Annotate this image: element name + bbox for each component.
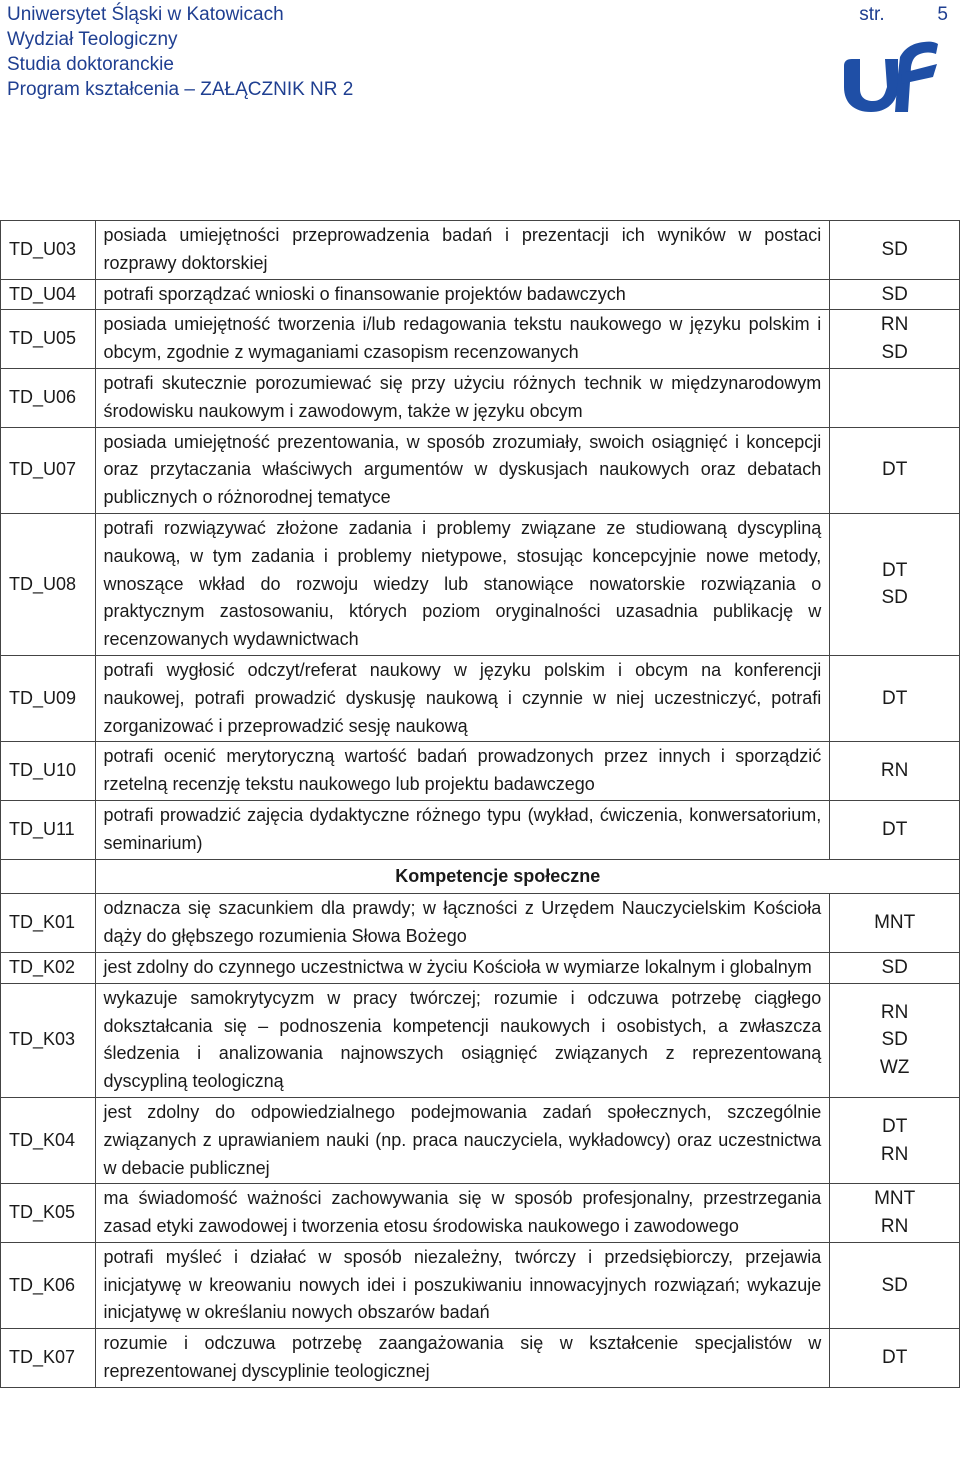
section-header-row-group (1, 859, 960, 894)
logo-letter-u (844, 59, 898, 112)
section-header-row (1, 859, 960, 894)
verification-method: RN (880, 1001, 909, 1023)
outcome-code: TD_U06 (1, 368, 96, 427)
faculty-name: Wydział Teologiczny (7, 29, 178, 50)
verification-methods (830, 983, 960, 1097)
outcome-description: posiada umiejętność prezentowania, w sposób zrozumiały, swoich osiągnięć i koncepcji oraz przytaczania właściwych argumentów w dyskusjach naukowych oraz debatach publicznych o różnorodnej tematyce (96, 427, 830, 513)
university-name: Uniwersytet Śląski w Katowicach (7, 4, 284, 25)
page-header (7, 2, 950, 114)
verification-method: SD (881, 342, 908, 364)
verification-methods (830, 800, 960, 859)
verification-method: SD (881, 587, 908, 609)
outcome-description: wykazuje samokrytycyzm w pracy twórczej; rozumie i odczuwa potrzebę ciągłego dokształcania się – podnoszenia kompetencji naukowych i osobistych, a zwłaszcza śledzenia i analizowania najnowszych osiągnięć związanych z reprezentowaną dyscypliną teologiczną (96, 983, 830, 1097)
learning-outcomes-table (0, 220, 960, 1388)
table-row (1, 221, 960, 280)
social-competence-rows (1, 894, 960, 1388)
outcome-code: TD_K06 (1, 1242, 96, 1328)
table-row (1, 1329, 960, 1388)
verification-method: DT (881, 459, 908, 481)
program-title: Program kształcenia – ZAŁĄCZNIK NR 2 (7, 79, 354, 100)
verification-methods (830, 427, 960, 513)
outcome-description: ma świadomość ważności zachowywania się w sposób profesjonalny, przestrzegania zasad etyki zawodowej i tworzenia etosu środowiska naukowego i zawodowego (96, 1184, 830, 1243)
table-row (1, 1184, 960, 1243)
verification-methods (830, 368, 960, 427)
outcome-description: potrafi rozwiązywać złożone zadania i problemy związane ze studiowaną dyscypliną naukową, w tym zadania i problemy nietypowe, stosując koncepcyjnie nowe metody, wnoszące wkład do rozwoju wiedzy lub stanowiące nowatorskie rozwiązania o praktycznym zastosowaniu, których poziom oryginalności uzasadnia publikację w recenzowanych wydawnictwach (96, 513, 830, 655)
outcome-code: TD_U04 (1, 279, 96, 310)
outcome-code: TD_U08 (1, 513, 96, 655)
outcome-description: potrafi myśleć i działać w sposób niezależny, twórczy i przedsiębiorczy, przejawia inicjatywę w kreowaniu nowych idei i poszukiwaniu innowacyjnych rozwiązań; wykazuje inicjatywę w określaniu nowych obszarów badań (96, 1242, 830, 1328)
study-type: Studia doktoranckie (7, 54, 174, 75)
verification-method: SD (881, 1274, 908, 1296)
table-row (1, 1097, 960, 1183)
outcome-code: TD_K02 (1, 952, 96, 983)
verification-methods (830, 1329, 960, 1388)
learning-outcomes-table-wrapper (0, 220, 960, 1388)
verification-methods (830, 655, 960, 741)
section-title: Kompetencje społeczne (395, 865, 601, 886)
verification-method: DT (881, 818, 908, 840)
section-code-cell (1, 859, 96, 894)
verification-method: MNT (874, 912, 916, 934)
outcome-code: TD_K01 (1, 894, 96, 953)
outcome-description: posiada umiejętność tworzenia i/lub redagowania tekstu naukowego w języku polskim i obcym, zgodnie z wymaganiami czasopism recenzowanych (96, 310, 830, 369)
outcome-description: potrafi prowadzić zajęcia dydaktyczne różnego typu (wykład, ćwiczenia, konwersatorium, seminarium) (96, 800, 830, 859)
outcome-code: TD_U10 (1, 742, 96, 801)
verification-method: RN (880, 314, 909, 336)
outcome-code: TD_U07 (1, 427, 96, 513)
verification-method: SD (881, 283, 908, 305)
table-row (1, 655, 960, 741)
verification-methods (830, 1097, 960, 1183)
outcome-code: TD_U09 (1, 655, 96, 741)
verification-methods (830, 221, 960, 280)
outcome-description: rozumie i odczuwa potrzebę zaangażowania się w kształcenie specjalistów w reprezentowanej dyscyplinie teologicznej (96, 1329, 830, 1388)
verification-methods (830, 952, 960, 983)
verification-method: DT (881, 1115, 908, 1137)
institution-block (7, 2, 950, 102)
outcome-description: potrafi wygłosić odczyt/referat naukowy w języku polskim i obcym na konferencji naukowej, potrafi prowadzić dyskusję naukową i czynnie w niej uczestniczyć, potrafi zorganizować i przeprowadzić sesję naukową (96, 655, 830, 741)
verification-methods (830, 279, 960, 310)
outcome-code: TD_U03 (1, 221, 96, 280)
outcome-code: TD_K04 (1, 1097, 96, 1183)
page-number: 5 (937, 4, 948, 25)
verification-method: DT (881, 1347, 908, 1369)
outcome-code: TD_K03 (1, 983, 96, 1097)
verification-methods (830, 310, 960, 369)
outcome-description: potrafi sporządzać wnioski o finansowanie projektów badawczych (96, 279, 830, 310)
verification-method: SD (881, 956, 908, 978)
logo-svg (840, 39, 940, 114)
page-label: str. (859, 4, 885, 25)
table-row (1, 1242, 960, 1328)
table-row (1, 310, 960, 369)
outcome-description: potrafi skutecznie porozumiewać się przy użyciu różnych technik w międzynarodowym środowisku naukowym i zawodowym, także w języku obcym (96, 368, 830, 427)
table-row (1, 427, 960, 513)
verification-method: RN (880, 760, 909, 782)
verification-methods (830, 513, 960, 655)
verification-methods (830, 1242, 960, 1328)
verification-method: SD (881, 1029, 908, 1051)
outcome-description: posiada umiejętności przeprowadzenia badań i prezentacji ich wyników w postaci rozprawy doktorskiej (96, 221, 830, 280)
skills-rows (1, 221, 960, 860)
outcome-code: TD_K05 (1, 1184, 96, 1243)
table-row (1, 800, 960, 859)
verification-method: DT (881, 687, 908, 709)
verification-methods (830, 1184, 960, 1243)
outcome-description: jest zdolny do odpowiedzialnego podejmowania zadań społecznych, szczególnie związanych z uprawianiem nauki (np. praca nauczyciela, wykładowcy) oraz uczestnictwa w debacie publicznej (96, 1097, 830, 1183)
verification-method: DT (881, 559, 908, 581)
table-row (1, 368, 960, 427)
table-row (1, 983, 960, 1097)
verification-method: SD (881, 238, 908, 260)
verification-method: RN (880, 1216, 909, 1238)
verification-method: RN (880, 1143, 909, 1165)
outcome-description: potrafi ocenić merytoryczną wartość badań prowadzonych przez innych i sporządzić rzetelną recenzję tekstu naukowego lub projektu badawczego (96, 742, 830, 801)
outcome-code: TD_U05 (1, 310, 96, 369)
table-row (1, 742, 960, 801)
outcome-description: jest zdolny do czynnego uczestnictwa w życiu Kościoła w wymiarze lokalnym i globalnym (96, 952, 830, 983)
table-row (1, 513, 960, 655)
verification-methods (830, 894, 960, 953)
table-row (1, 279, 960, 310)
outcome-code: TD_K07 (1, 1329, 96, 1388)
outcome-code: TD_U11 (1, 800, 96, 859)
verification-methods (830, 742, 960, 801)
outcome-description: odznacza się szacunkiem dla prawdy; w łączności z Urzędem Nauczycielskim Kościoła dąży do głębszego rozumienia Słowa Bożego (96, 894, 830, 953)
verification-method: WZ (879, 1057, 910, 1079)
section-title-cell (96, 859, 960, 894)
table-row (1, 952, 960, 983)
verification-method: MNT (874, 1188, 916, 1210)
page-number-block (859, 2, 948, 27)
table-row (1, 894, 960, 953)
university-logo-icon (840, 39, 940, 114)
